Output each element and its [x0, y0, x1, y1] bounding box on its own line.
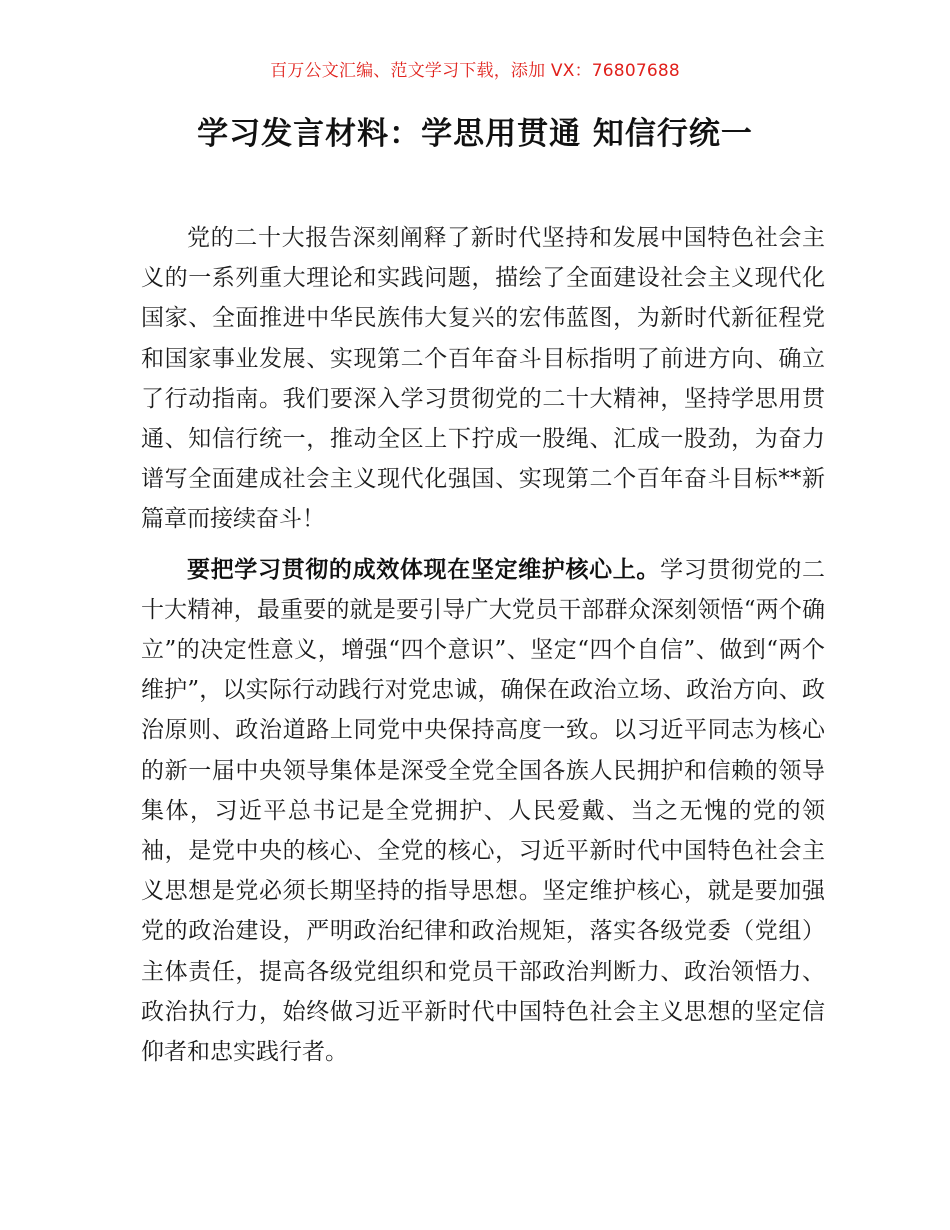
- document-body: [141, 218, 825, 1082]
- paragraph-text: 学习贯彻党的二十大精神，最重要的就是要引导广大党员干部群众深刻领悟“两个确立”的决定性意义，增强“四个意识”、坚定“四个自信”、做到“两个维护”，以实际行动践行对党忠诚，确保在政治立场、政治方向、政治原则、政治道路上同党中央保持高度一致。以习近平同志为核心的新一届中央领导集体是深受全党全国各族人民拥护和信赖的领导集体，习近平总书记是全党拥护、人民爱戴、当之无愧的党的领袖，是党中央的核心、全党的核心，习近平新时代中国特色社会主义思想是党必须长期坚持的指导思想。坚定维护核心，就是要加强党的政治建设，严明政治纪律和政治规矩，落实各级党委（党组）主体责任，提高各级党组织和党员干部政治判断力、政治领悟力、政治执行力，始终做习近平新时代中国特色社会主义思想的坚定信仰者和忠实践行者。: [141, 556, 826, 1066]
- paragraph-core: [141, 550, 825, 1073]
- paragraph-intro: [141, 218, 825, 540]
- paragraph-text: 党的二十大报告深刻阐释了新时代坚持和发展中国特色社会主义的一系列重大理论和实践问题，描绘了全面建设社会主义现代化国家、全面推进中华民族伟大复兴的宏伟蓝图，为新时代新征程党和国家事业发展、实现第二个百年奋斗目标指明了前进方向、确立了行动指南。我们要深入学习贯彻党的二十大精神，坚持学思用贯通、知信行统一，推动全区上下拧成一股绳、汇成一股劲，为奋力谱写全面建成社会主义现代化强国、实现第二个百年奋斗目标**新篇章而接续奋斗！: [141, 225, 825, 533]
- document-title: 学习发言材料：学思用贯通 知信行统一: [197, 116, 753, 152]
- paragraph-lead: 要把学习贯彻的成效体现在坚定维护核心上。: [187, 556, 661, 583]
- header-watermark-note: 百万公文汇编、范文学习下载，添加 VX：76807688: [270, 61, 680, 81]
